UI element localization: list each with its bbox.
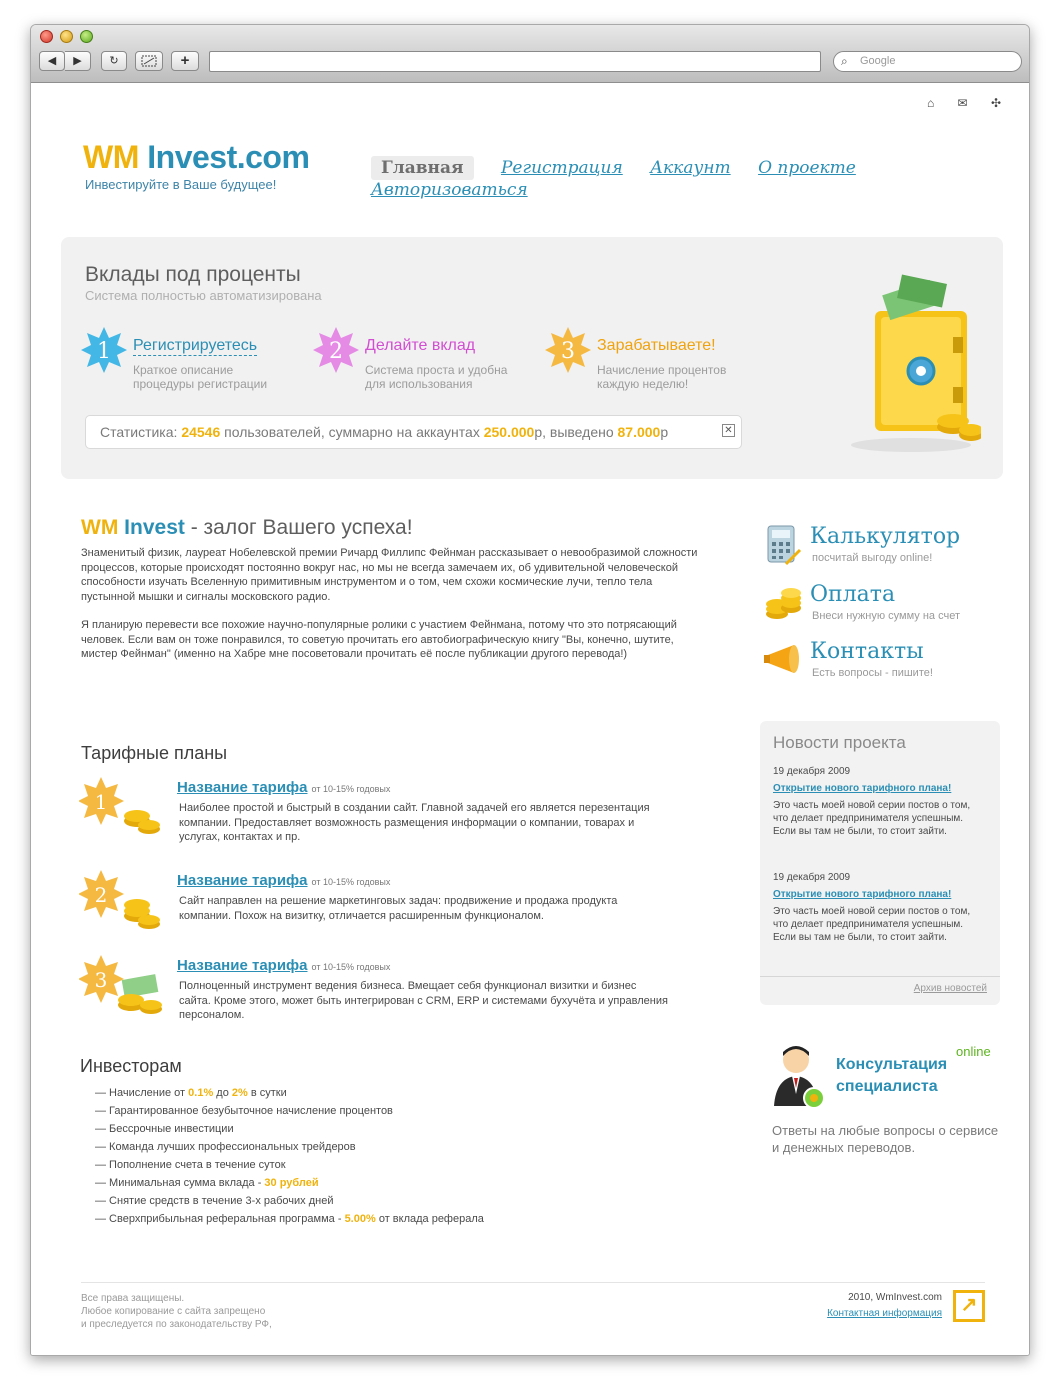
- svg-text:2: 2: [94, 883, 108, 907]
- payment-title: Оплата: [810, 582, 896, 607]
- browser-window: [30, 24, 1030, 1356]
- list-item: — Минимальная сумма вклада - 30 рублей: [95, 1177, 319, 1189]
- external-link-icon[interactable]: ↗: [953, 1290, 985, 1322]
- tariff-1-rate: от 10-15% годовых: [311, 784, 391, 794]
- nav-login[interactable]: Авторизоваться: [371, 180, 528, 200]
- footer-info: [827, 1290, 942, 1322]
- news-link[interactable]: Открытие нового тарифного плана!: [773, 783, 952, 794]
- minimize-window-button[interactable]: [60, 30, 73, 43]
- footer-divider: [81, 1282, 985, 1283]
- forward-button[interactable]: ▶: [65, 51, 91, 71]
- add-bookmark-button[interactable]: +: [171, 51, 199, 71]
- safe-icon: [841, 267, 981, 457]
- about-paragraph-1: Знаменитый физик, лауреат Нобелевской премии Ричард Филлипс Фейнман рассказывает о невообразимой сложности процессов, которые происходят постоянно вокруг нас, но мы не всегда замечаем их, об удивительной человеческой способности изучать Вселенную примитивным инструментом и о том, чем схожи космические лучи, тепло тела пустынной мышки и сигналы московского радио.: [81, 547, 698, 603]
- stats-close-button[interactable]: ✕: [722, 424, 735, 437]
- zoom-window-button[interactable]: [80, 30, 93, 43]
- calculator-title: Калькулятор: [810, 524, 961, 549]
- news-text: Это часть моей новой серии постов о том, что делает предпринимателя успешным. Если вы там не были, то стоит зайти.: [773, 800, 971, 837]
- tariff-2-desc: Сайт направлен на решение маркетинговых задач: продвижение и продажа продукта компании. Похож на визитку, отличается расширенным функционалом.: [179, 895, 618, 922]
- about-title: WM Invest - залог Вашего успеха!: [81, 516, 413, 539]
- stats-total: 250.000: [483, 424, 535, 440]
- hero-subtitle: Система полностью автоматизирована: [85, 288, 322, 303]
- consultation-title: Консультация специалиста: [836, 1056, 948, 1095]
- news-box: [760, 721, 1000, 1005]
- sitemap-icon[interactable]: ✣: [990, 96, 1001, 110]
- calculator-icon: [764, 524, 802, 566]
- step-2-title: Делайте вклад: [365, 337, 476, 354]
- url-input[interactable]: [209, 51, 821, 72]
- stats-total-suffix: р, выведено: [534, 424, 614, 440]
- hero-title: Вклады под проценты: [85, 263, 301, 286]
- megaphone-icon: [764, 643, 804, 675]
- nav-about[interactable]: О проекте: [758, 158, 856, 178]
- news-item: [773, 765, 988, 838]
- top-icons: [907, 96, 1001, 110]
- consultation-desc: Ответы на любые вопросы о сервисе и денежных переводов.: [772, 1123, 999, 1155]
- logo-title: [83, 139, 309, 176]
- step-3-title: Зарабатываете!: [597, 337, 716, 354]
- snippet-button[interactable]: [135, 51, 163, 71]
- star-burst-1-icon: [79, 325, 129, 375]
- search-placeholder: Google: [860, 55, 896, 67]
- specialist-avatar-icon: [768, 1042, 830, 1112]
- stats-withdrawn: 87.000: [617, 424, 661, 440]
- nav-home[interactable]: Главная: [371, 156, 474, 180]
- tariffs-title: Тарифные планы: [81, 743, 228, 763]
- investors-title: Инвесторам: [80, 1056, 182, 1076]
- tariff-3-icon: [79, 955, 163, 1015]
- news-title: Новости проекта: [773, 733, 906, 752]
- stats-users-label: пользователей, суммарно на аккаунтах: [224, 424, 480, 440]
- contacts-desc: Есть вопросы - пишите!: [812, 667, 933, 679]
- step-3-desc: Начисление процентов каждую неделю!: [597, 363, 727, 391]
- list-item: — Гарантированное безубыточное начисление процентов: [95, 1105, 393, 1117]
- step-2-desc: Система проста и удобна для использования: [365, 363, 508, 391]
- news-item: [773, 871, 988, 944]
- svg-text:2: 2: [329, 339, 343, 364]
- step-1-title[interactable]: Регистрируетесь: [133, 337, 258, 354]
- search-icon: ⌕: [841, 54, 848, 68]
- home-icon[interactable]: ⌂: [926, 96, 935, 110]
- contacts-title: Контакты: [810, 639, 924, 664]
- hero-banner: [61, 237, 1003, 479]
- nav-register[interactable]: Регистрация: [500, 158, 623, 178]
- reload-button[interactable]: ↻: [101, 51, 127, 71]
- online-status: online: [956, 1044, 991, 1059]
- about-paragraph-2: Я планирую перевести все похожие научно-популярные ролики с участием Фейнмана, потому что это потрясающий человек. Если вам он тоже понравился, то советую прочитать его автобиографическую книгу "Вы, конечно, шутите, мистер Фейнман" (именно на Хабре мне посоветовали прочитать её после публикации другого перевода!): [81, 619, 677, 660]
- tariff-1-icon: [79, 777, 163, 837]
- stats-label: Статистика:: [100, 424, 178, 440]
- main-nav: [371, 156, 1030, 200]
- news-date: 19 декабря 2009: [773, 766, 851, 777]
- list-item: — Начисление от 0.1% до 2% в сутки: [95, 1087, 287, 1099]
- stats-withdrawn-suffix: р: [660, 424, 669, 440]
- tariff-3-rate: от 10-15% годовых: [311, 962, 391, 972]
- svg-text:1: 1: [94, 790, 108, 814]
- logo-invest: Invest.com: [147, 139, 310, 175]
- about-section: [81, 516, 701, 662]
- coins-icon: [764, 584, 802, 620]
- logo-tagline: Инвестируйте в Ваше будущее!: [85, 177, 277, 192]
- star-burst-3-icon: [543, 325, 593, 375]
- list-item: — Сверхприбыльная реферальная программа - 5.00% от вклада реферала: [95, 1213, 484, 1225]
- search-input[interactable]: [833, 51, 1022, 72]
- calculator-desc: посчитай выгоду online!: [812, 552, 933, 564]
- stats-bar: [85, 415, 742, 449]
- tariff-1-desc: Наиболее простой и быстрый в создании сайт. Главной задачей его является перезентация компании. Предоставляет возможность размещения информации о компании, товарах и услугах, контактах и пр.: [179, 802, 650, 843]
- page: [31, 84, 1030, 1356]
- tariff-3-name[interactable]: Название тарифа от 10-15% годовых: [177, 957, 391, 974]
- list-item: — Пополнение счета в течение суток: [95, 1159, 286, 1171]
- news-archive-link[interactable]: Архив новостей: [913, 983, 987, 994]
- tariff-3-desc: Полноценный инструмент ведения бизнеса. Вмещает себя функционал визитки и бизнес сайта. Кроме этого, может быть интегрирован с CRM, ERP и системами бухучёта и управления персоналом.: [179, 980, 668, 1021]
- list-item: — Снятие средств в течение 3-х рабочих дней: [95, 1195, 334, 1207]
- investors-list: [95, 1084, 484, 1228]
- list-item: — Команда лучших профессиональных трейдеров: [95, 1141, 356, 1153]
- svg-text:3: 3: [561, 339, 575, 364]
- step-1-desc: Краткое описание процедуры регистрации: [133, 363, 268, 391]
- list-item: — Бессрочные инвестиции: [95, 1123, 234, 1135]
- news-date: 19 декабря 2009: [773, 872, 851, 883]
- news-text: Это часть моей новой серии постов о том, что делает предпринимателя успешным. Если вы там не были, то стоит зайти.: [773, 906, 971, 943]
- footer-copyright: Все права защищены. Любое копирование с сайта запрещено и преследуется по законодательству РФ,: [81, 1293, 272, 1330]
- payment-desc: Внеси нужную сумму на счет: [812, 610, 960, 622]
- nav-account[interactable]: Аккаунт: [650, 158, 731, 178]
- star-burst-2-icon: [311, 325, 361, 375]
- logo[interactable]: [83, 139, 309, 192]
- svg-text:3: 3: [94, 968, 108, 992]
- scissors-icon: [141, 55, 157, 67]
- tariff-1-name[interactable]: Название тарифа от 10-15% годовых: [177, 779, 391, 796]
- back-button[interactable]: ◀: [39, 51, 65, 71]
- stats-users: 24546: [181, 424, 221, 440]
- close-window-button[interactable]: [40, 30, 53, 43]
- browser-toolbar: [31, 25, 1030, 83]
- logo-wm: WM: [83, 139, 139, 175]
- tariff-2-icon: [79, 870, 163, 930]
- svg-text:1: 1: [97, 339, 111, 364]
- tariff-2-rate: от 10-15% годовых: [311, 877, 391, 887]
- news-link[interactable]: Открытие нового тарифного плана!: [773, 889, 952, 900]
- tariff-2-name[interactable]: Название тарифа от 10-15% годовых: [177, 872, 391, 889]
- footer-contact-link[interactable]: Контактная информация: [827, 1308, 942, 1319]
- news-divider: [760, 976, 1000, 977]
- mail-icon[interactable]: ✉: [957, 96, 968, 110]
- footer-site: 2010, WmInvest.com: [848, 1292, 942, 1303]
